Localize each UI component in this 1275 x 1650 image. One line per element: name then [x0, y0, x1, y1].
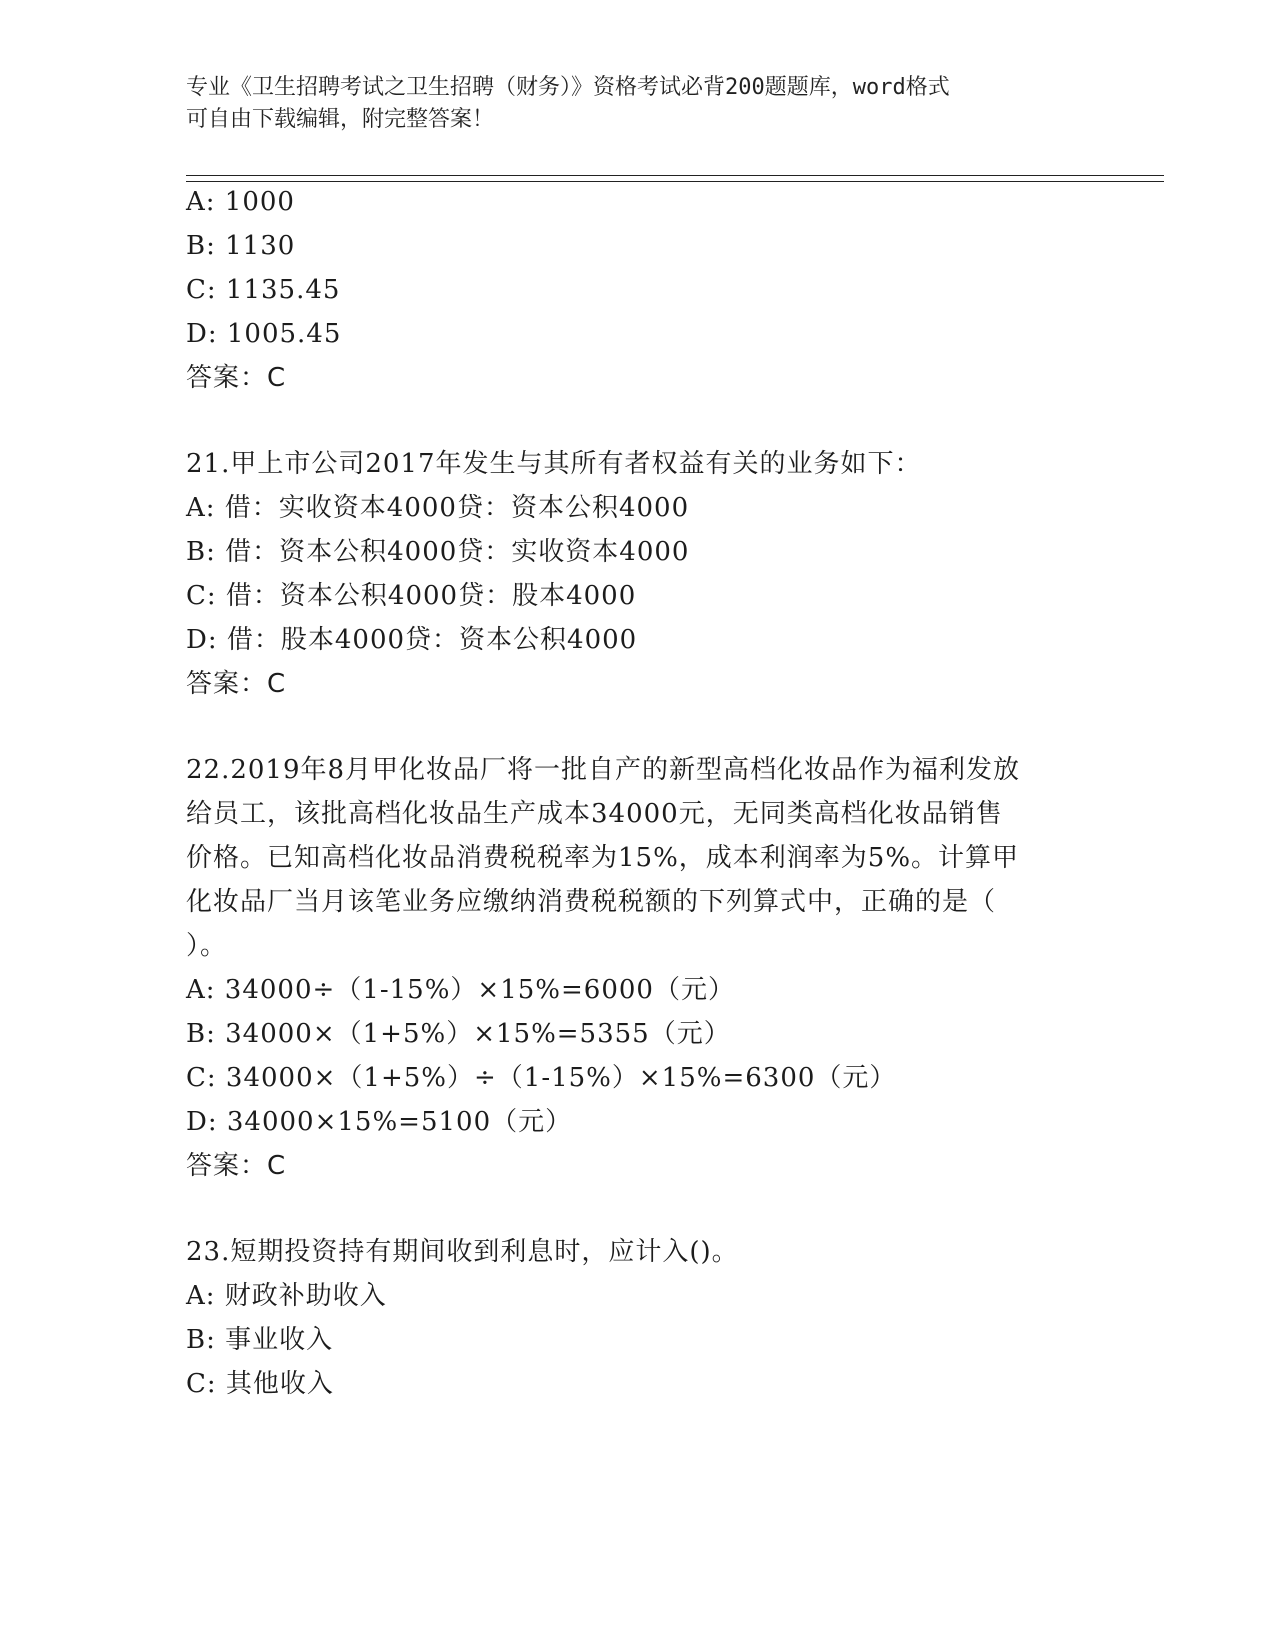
- q20-option-a: A: 1000: [186, 187, 295, 217]
- q23-option-c: C: 其他收入: [186, 1369, 334, 1399]
- q23-stem: 23.短期投资持有期间收到利息时，应计入()。: [186, 1237, 739, 1267]
- q21-stem: 21.甲上市公司2017年发生与其所有者权益有关的业务如下：: [186, 449, 922, 479]
- header-rule-top: [186, 175, 1164, 176]
- q20-option-c: C: 1135.45: [186, 275, 341, 305]
- q22-stem-line-3: 价格。已知高档化妆品消费税税率为15%，成本利润率为5%。计算甲: [186, 843, 1020, 873]
- header-rule-bottom: [186, 181, 1164, 182]
- q21-option-b: B: 借：资本公积4000贷：实收资本4000: [186, 537, 690, 567]
- q22-option-c: C: 34000×（1+5%）÷（1-15%）×15%=6300（元）: [186, 1063, 897, 1093]
- q21-answer: 答案：C: [186, 669, 287, 699]
- q22-option-d: D: 34000×15%=5100（元）: [186, 1107, 573, 1137]
- header-line-1: 专业《卫生招聘考试之卫生招聘（财务）》资格考试必背200题题库，word格式: [186, 75, 950, 100]
- q22-stem-line-2: 给员工，该批高档化妆品生产成本34000元，无同类高档化妆品销售: [186, 799, 1003, 829]
- q22-option-a: A: 34000÷（1-15%）×15%=6000（元）: [186, 975, 735, 1005]
- q22-stem-line-4: 化妆品厂当月该笔业务应缴纳消费税税额的下列算式中，正确的是（: [186, 887, 997, 917]
- document-header: [186, 72, 1086, 136]
- q22-stem-line-5: ）。: [186, 931, 228, 961]
- q21-option-a: A: 借：实收资本4000贷：资本公积4000: [186, 493, 690, 523]
- q22-answer: 答案：C: [186, 1151, 287, 1181]
- header-line-2: 可自由下载编辑，附完整答案！: [186, 107, 495, 132]
- q20-option-b: B: 1130: [186, 231, 296, 261]
- q21-option-c: C: 借：资本公积4000贷：股本4000: [186, 581, 637, 611]
- q20-option-d: D: 1005.45: [186, 319, 342, 349]
- q22-option-b: B: 34000×（1+5%）×15%=5355（元）: [186, 1019, 731, 1049]
- q21-option-d: D: 借：股本4000贷：资本公积4000: [186, 625, 638, 655]
- q22-stem-line-1: 22.2019年8月甲化妆品厂将一批自产的新型高档化妆品作为福利发放: [186, 755, 1021, 785]
- q20-answer: 答案：C: [186, 363, 287, 393]
- q23-option-a: A: 财政补助收入: [186, 1281, 387, 1311]
- q23-option-b: B: 事业收入: [186, 1325, 334, 1355]
